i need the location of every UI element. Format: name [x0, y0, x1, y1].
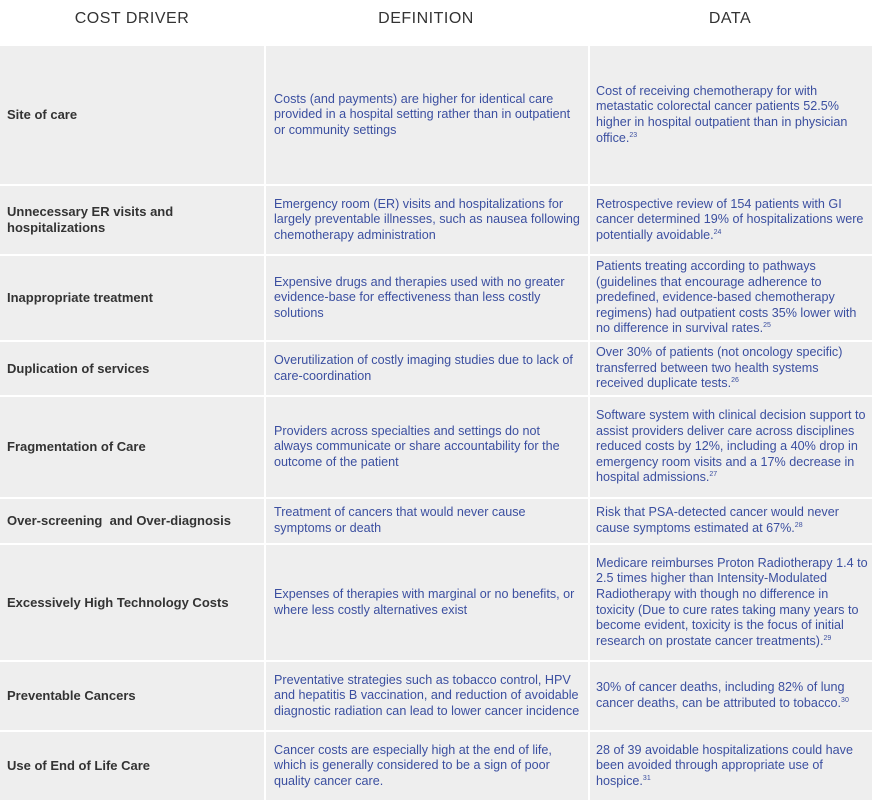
data-cell: 30% of cancer deaths, including 82% of lung cancer deaths, can be attributed to tobacco.$^{30}$ [588, 662, 872, 730]
data-cell: Over 30% of patients (not oncology specific) transferred between two health systems received duplicate tests.$^{26}$ [588, 342, 872, 395]
definition-cell: Preventative strategies such as tobacco control, HPV and hepatitis B vaccination, and reduction of avoidable diagnostic radiation can lead to lower cancer incidence [264, 662, 588, 730]
header-cost-driver: COST DRIVER [74, 10, 190, 27]
cost-driver-cell: Site of care [7, 107, 78, 122]
cost-driver-cell: Excessively High Technology Costs [7, 594, 229, 610]
data-cell: Retrospective review of 154 patients with GI cancer determined 19% of hospitalizations were potentially avoidable.$^{24}$ [588, 186, 872, 254]
table-row [0, 543, 872, 660]
cost-driver-cell: Unnecessary ER visits and hospitalizations [7, 204, 174, 235]
cost-driver-cell: Use of End of Life Care [7, 758, 151, 773]
definition-cell: Providers across specialties and settings do not always communicate or share accountability for the outcome of the patient [264, 397, 588, 497]
table-row [0, 44, 872, 184]
table-row [0, 660, 872, 730]
data-cell: 28 of 39 avoidable hospitalizations could have been avoided through appropriate use of hospice.$^{31}$ [588, 732, 872, 800]
definition-cell: Emergency room (ER) visits and hospitalizations for largely preventable illnesses, such as nausea following chemotherapy administration [264, 186, 588, 254]
table-header [0, 0, 872, 44]
data-cell: Cost of receiving chemotherapy for with metastatic colorectal cancer patients 52.5% higher in hospital outpatient than in physician office.$^{23}$ [588, 46, 872, 184]
table-row [0, 395, 872, 497]
header-definition: DEFINITION [378, 10, 474, 27]
table-row [0, 254, 872, 340]
cost-driver-cell: Over-screening and Over-diagnosis [7, 513, 231, 528]
table-row [0, 184, 872, 254]
data-cell: Software system with clinical decision support to assist providers deliver care across disciplines reduced costs by 12%, including a 40% drop in emergency room visits and a 17% decrease in hospital admissions.$^{27}$ [588, 397, 872, 497]
data-cell: Medicare reimburses Proton Radiotherapy 1.4 to 2.5 times higher than Intensity-Modulated Radiotherapy with though no difference in toxicity (Due to cure rates taking many years to become evident, toxicity is the focus of initial research on prostate cancer treatments).$^{29}$ [588, 545, 872, 660]
cost-driver-cell: Inappropriate treatment [7, 290, 153, 305]
reference-number: 31 [642, 774, 651, 782]
data-cell: Risk that PSA-detected cancer would never cause symptoms estimated at 67%.$^{28}$ [588, 499, 872, 543]
definition-cell: Cancer costs are especially high at the end of life, which is generally considered to be a sign of poor quality cancer care. [264, 732, 588, 800]
reference-number: 29 [823, 634, 832, 642]
reference-number: 26 [731, 377, 739, 385]
definition-cell: Overutilization of costly imaging studies due to lack of care-coordination [264, 342, 588, 395]
table-row [0, 730, 872, 800]
definition-cell: Costs (and payments) are higher for identical care provided in a hospital setting rather than in outpatient or community settings [264, 46, 588, 184]
definition-cell: Expenses of therapies with marginal or no benefits, or where less costly alternatives exist [264, 545, 588, 660]
reference-number: 25 [763, 322, 771, 330]
data-cell: Patients treating according to pathways (guidelines that encourage adherence to predefined, evidence-based chemotherapy regimens) had outpatient costs 35% lower with no difference in survival rates.$^{25}$ [588, 256, 872, 340]
cost-driver-cell: Fragmentation of Care [7, 439, 146, 454]
reference-number: 23 [629, 131, 638, 139]
reference-number: 30 [841, 696, 849, 704]
table-row [0, 497, 872, 543]
reference-number: 24 [713, 228, 722, 236]
definition-cell: Treatment of cancers that would never cause symptoms or death [264, 499, 588, 543]
reference-number: 28 [794, 521, 803, 529]
reference-number: 27 [709, 471, 718, 479]
cost-driver-cell: Preventable Cancers [7, 688, 136, 703]
cost-driver-cell: Duplication of services [7, 360, 150, 376]
definition-cell: Expensive drugs and therapies used with no greater evidence-base for effectiveness than less costly solutions [264, 256, 588, 340]
header-data: DATA [708, 10, 752, 27]
table-row [0, 340, 872, 395]
